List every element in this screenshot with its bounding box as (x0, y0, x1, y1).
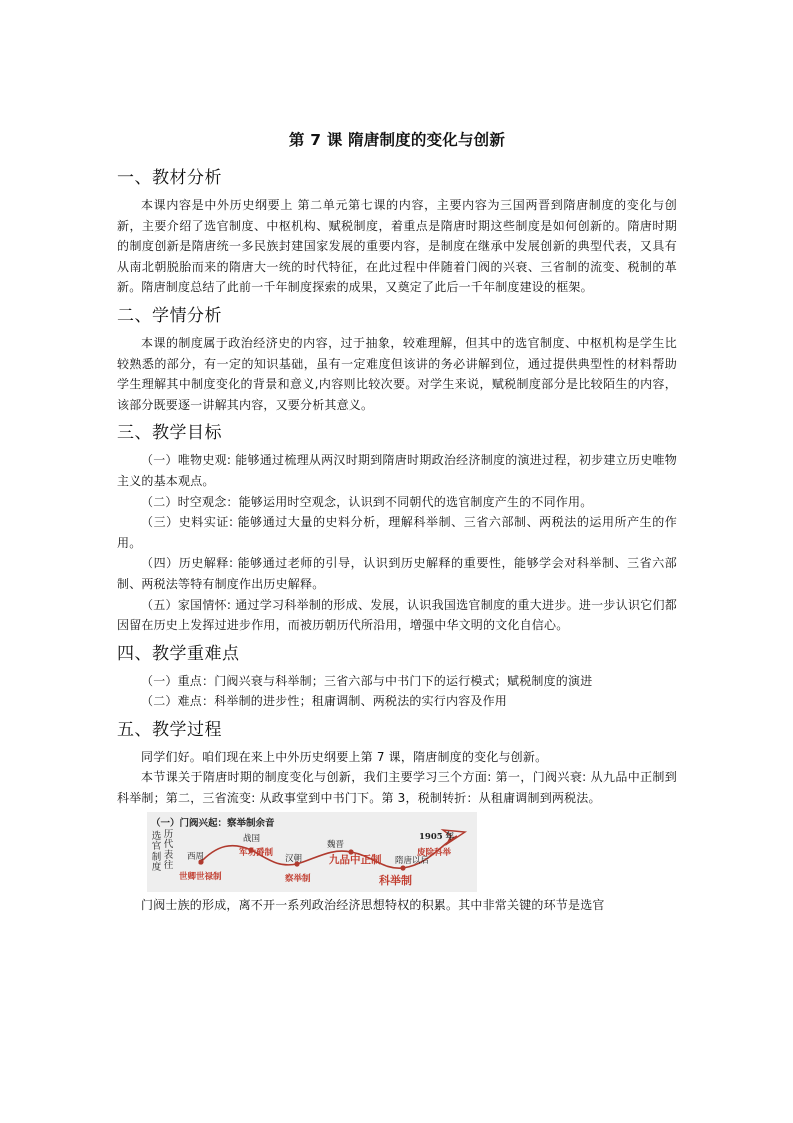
document-content (117, 128, 677, 915)
label-suitang: 隋唐以后 (395, 855, 430, 866)
figure-vertical-label: 历代表往 (163, 828, 174, 872)
label-keju: 科举制 (379, 873, 412, 887)
goal-paragraph-5: （五）家国情怀: 通过学习科举制的形成、发展，认识我国选官制度的重大进步。进一步认识它们都因留在历史上发挥过进步作用，而被历朝历代所沿用，增强中华文明的文化自信心。 (117, 597, 677, 633)
page-title: 第 7 课 隋唐制度的变化与创新 (288, 131, 506, 149)
goal-paragraph-2: （二）时空观念：能够运用时空观念，认识到不同朝代的选官制度产生的不同作用。 (141, 494, 593, 509)
figure-vertical-label: 选官制度 (151, 830, 162, 874)
label-shiqing: 世卿世禄制 (179, 871, 222, 882)
goal-paragraph-3: （三）史料实证: 能够通过大量的史料分析，理解科举制、三省六部制、两税法的运用所产生的作用。 (117, 515, 677, 550)
section-heading-5: 五、教学过程 (117, 719, 222, 740)
difficult-point-paragraph: （二）难点：科举制的进步性；租庸调制、两税法的实行内容及作用 (141, 694, 508, 709)
section-heading-1: 一、教材分析 (117, 168, 222, 188)
label-chaju: 察举制 (285, 873, 311, 884)
process-trailing-paragraph: 门阀士族的形成，离不开一系列政治经济思想特权的积累。其中非常关键的环节是选官 (141, 897, 605, 912)
label-hanchao: 汉朝 (285, 853, 303, 864)
label-jiupin: 九品中正制 (329, 853, 382, 866)
label-xizhou: 西周 (187, 851, 205, 862)
goal-paragraph-1: （一）唯物史观: 能够通过梳理从两汉时期到隋唐时期政治经济制度的演进过程，初步建立历史唯物主义的基本观点。 (117, 453, 677, 488)
label-zhanguo: 战国 (243, 833, 261, 844)
section-1-paragraph: 本课内容是中外历史纲要上 第二单元第七课的内容，主要内容为三国两晋到隋唐制度的变化与创新，主要介绍了选官制度、中枢机构、赋税制度，着重点是隋唐时期这些制度是如何创新的。隋唐时期的制度创新是隋唐统一多民族封建国家发展的重要内容，是制度在继承中发展创新的典型代表，又具有从南北朝脱胎而来的隋唐大一统的时代特征，在此过程中伴随着门阀的兴衰、三省制的流变、税制的革新。隋唐制度总结了此前一千年制度探索的成果，又奠定了此后一千年制度建设的框架。 (117, 198, 677, 295)
section-heading-3: 三、教学目标 (117, 423, 222, 444)
section-heading-4: 四、教学重难点 (117, 643, 240, 664)
process-paragraph-1: 同学们好。咱们现在来上中外历史纲要上第 7 课，隋唐制度的变化与创新。 (141, 749, 548, 764)
timeline-node (400, 865, 405, 870)
timeline-figure (147, 812, 477, 892)
section-2-paragraph: 本课的制度属于政治经济史的内容，过于抽象，较难理解，但其中的选官制度、中枢机构是学生比较熟悉的部分，有一定的知识基础，虽有一定难度但该讲的务必讲解到位，通过提供典型性的材料帮助学生理解其中制度变化的背景和意义,内容则比较次要。对学生来说，赋税制度部分是比较陌生的内容，该部分既要逐一讲解其内容，又要分析其意义。 (117, 335, 677, 412)
section-heading-2: 二、学情分析 (117, 305, 222, 326)
figure-title: （一）门阀兴起：察举制余音 (151, 817, 275, 829)
key-point-paragraph: （一）重点：门阀兴衰与科举制；三省六部与中书门下的运行模式；赋税制度的演进 (141, 673, 593, 688)
label-1905: 1905 年 (419, 831, 455, 842)
process-paragraph-2: 本节课关于隋唐时期的制度变化与创新，我们主要学习三个方面: 第一，门阀兴衰: 从九品中正制到科举制；第二，三省流变: 从政事堂到中书门下。第 3，税制转折：从租庸调制到两税法。 (117, 770, 677, 806)
label-junggong: 军功爵制 (239, 847, 274, 858)
label-weijin: 魏晋 (327, 839, 345, 850)
goal-paragraph-4: （四）历史解释: 能够通过老师的引导，认识到历史解释的重要性，能够学会对科举制、三省六部制、两税法等特有制度作出历史解释。 (117, 556, 677, 591)
label-feichu: 废除科举 (417, 847, 452, 858)
